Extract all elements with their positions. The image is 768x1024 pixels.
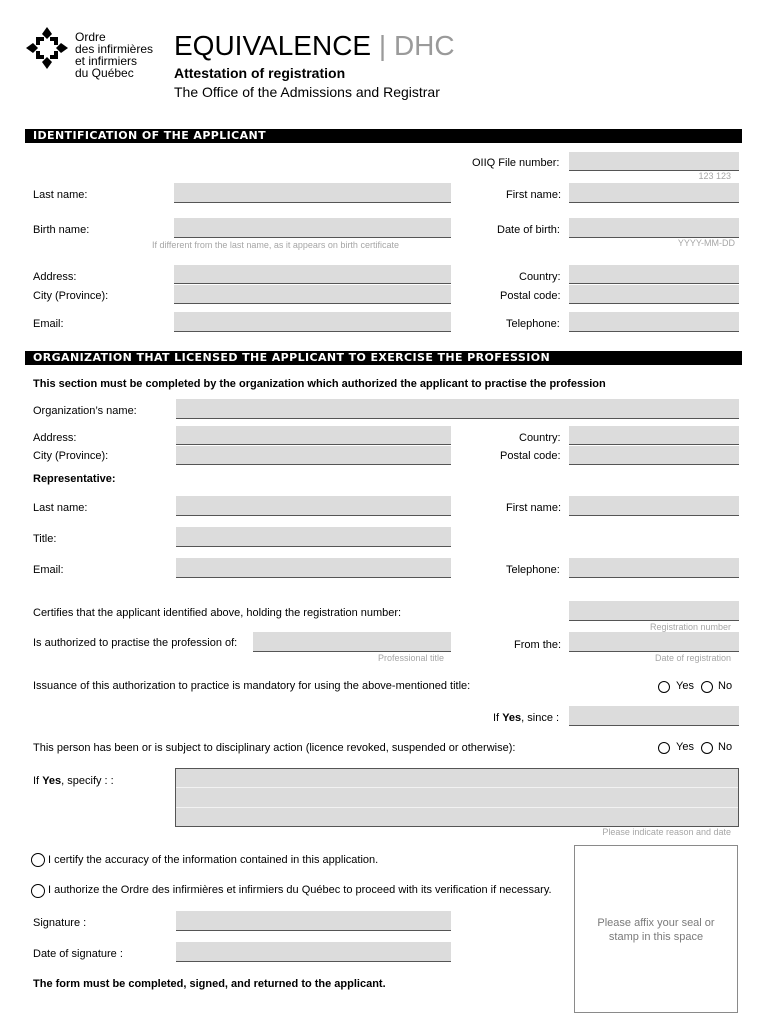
- document-subtitle: Attestation of registration: [174, 65, 346, 81]
- office-name: The Office of the Admissions and Registrar: [174, 84, 440, 100]
- last-name-label: Last name:: [33, 189, 88, 201]
- oiiq-file-field[interactable]: [569, 152, 739, 171]
- disciplinary-no-radio[interactable]: [701, 742, 713, 754]
- oiiq-file-label: OIIQ File number:: [472, 157, 560, 169]
- if-yes-since-label: [493, 712, 559, 725]
- signature-label: Signature :: [33, 917, 87, 929]
- certifies-text: Certifies that the applicant identified above, holding the registration number:: [33, 607, 402, 619]
- certify-accuracy-radio[interactable]: [31, 853, 45, 867]
- yes-bold: Yes: [502, 712, 522, 724]
- logo-line-4: du Québec: [75, 66, 134, 80]
- document-title: [174, 30, 455, 62]
- email-label: Email:: [33, 318, 64, 330]
- certify-accuracy-text: I certify the accuracy of the information contained in this application.: [48, 854, 379, 866]
- email-field[interactable]: [174, 312, 451, 332]
- org-postal-label: Postal code:: [500, 450, 561, 462]
- issuance-no-radio[interactable]: [701, 681, 713, 693]
- date-signature-label: Date of signature :: [33, 948, 123, 960]
- section-heading-organization: ORGANIZATION THAT LICENSED THE APPLICANT TO EXERCISE THE PROFESSION: [25, 351, 742, 365]
- address-field[interactable]: [174, 265, 451, 284]
- specify-textarea[interactable]: [175, 768, 739, 827]
- org-postal-field[interactable]: [569, 446, 739, 465]
- logo-line-2: des infirmières: [75, 42, 154, 56]
- org-name-field[interactable]: [176, 399, 739, 419]
- telephone-label: Telephone:: [506, 318, 560, 330]
- if-word-specify: If: [33, 775, 40, 787]
- org-country-label: Country:: [519, 432, 561, 444]
- issuance-text: Issuance of this authorization to practice is mandatory for using the above-mentioned title:: [33, 680, 471, 692]
- rep-email-field[interactable]: [176, 558, 451, 578]
- signature-field[interactable]: [176, 911, 451, 931]
- telephone-field[interactable]: [569, 312, 739, 332]
- org-city-field[interactable]: [176, 446, 451, 465]
- first-name-label: First name:: [506, 189, 562, 201]
- registration-number-field[interactable]: [569, 601, 739, 621]
- specify-line-2: [176, 807, 738, 808]
- first-name-field[interactable]: [569, 183, 739, 203]
- rep-title-field[interactable]: [176, 527, 451, 547]
- oiiq-logo-mark-icon: [26, 27, 68, 69]
- postal-field[interactable]: [569, 285, 739, 304]
- authorize-verify-radio[interactable]: [31, 884, 45, 898]
- dob-field[interactable]: [569, 218, 739, 238]
- rep-title-label: Title:: [33, 533, 57, 545]
- org-address-label: Address:: [33, 432, 77, 444]
- if-yes-specify-label: [33, 775, 114, 788]
- rep-last-name-label: Last name:: [33, 502, 88, 514]
- logo-line-1: Ordre: [75, 30, 106, 44]
- issuance-yes-radio[interactable]: [658, 681, 670, 693]
- issuance-yes-label: Yes: [676, 680, 694, 692]
- registration-date-hint: Date of registration: [654, 653, 731, 663]
- birth-name-hint: If different from the last name, as it appears on birth certificate: [152, 240, 399, 250]
- if-word: If: [493, 712, 500, 724]
- since-date-field[interactable]: [569, 706, 739, 726]
- yes-bold-specify: Yes: [42, 775, 62, 787]
- dob-hint: YYYY-MM-DD: [677, 238, 735, 248]
- address-label: Address:: [33, 271, 77, 283]
- specify-hint: Please indicate reason and date: [602, 827, 731, 837]
- rep-telephone-label: Telephone:: [506, 564, 560, 576]
- professional-title-field[interactable]: [253, 632, 451, 652]
- specify-word: , specify : :: [61, 775, 114, 787]
- section-intro: This section must be completed by the organization which authorized the applicant to practise the profession: [33, 378, 606, 390]
- org-city-label: City (Province):: [33, 450, 109, 462]
- date-signature-field[interactable]: [176, 942, 451, 962]
- postal-label: Postal code:: [500, 290, 561, 302]
- title-separator: |: [378, 30, 387, 61]
- title-main: EQUIVALENCE: [174, 30, 372, 61]
- since-word: , since :: [521, 712, 560, 724]
- disciplinary-yes-radio[interactable]: [658, 742, 670, 754]
- rep-first-name-field[interactable]: [569, 496, 739, 516]
- professional-title-hint: Professional title: [377, 653, 444, 663]
- dob-label: Date of birth:: [497, 224, 560, 236]
- disciplinary-yes-label: Yes: [676, 741, 694, 753]
- country-label: Country:: [519, 271, 561, 283]
- logo-text: [75, 31, 153, 79]
- issuance-no-label: No: [718, 680, 733, 692]
- last-name-field[interactable]: [174, 183, 451, 203]
- authorize-verify-text: I authorize the Ordre des infirmières et infirmiers du Québec to proceed with its verification if necessary.: [48, 884, 552, 896]
- specify-line-1: [176, 787, 738, 788]
- oiiq-logo: [26, 27, 68, 69]
- rep-email-label: Email:: [33, 564, 64, 576]
- city-field[interactable]: [174, 285, 451, 304]
- authorized-text: Is authorized to practise the profession of:: [33, 637, 238, 649]
- oiiq-file-hint: 123 123: [698, 171, 731, 181]
- org-country-field[interactable]: [569, 426, 739, 445]
- rep-last-name-field[interactable]: [176, 496, 451, 516]
- seal-box: [574, 845, 738, 1013]
- seal-instruction: Please affix your seal or stamp in this space: [597, 917, 715, 943]
- representative-label: Representative:: [33, 473, 116, 485]
- registration-date-field[interactable]: [569, 632, 739, 652]
- org-address-field[interactable]: [176, 426, 451, 445]
- birth-name-label: Birth name:: [33, 224, 90, 236]
- country-field[interactable]: [569, 265, 739, 284]
- registration-number-hint: Registration number: [649, 622, 731, 632]
- city-label: City (Province):: [33, 290, 109, 302]
- rep-first-name-label: First name:: [506, 502, 562, 514]
- disciplinary-no-label: No: [718, 741, 733, 753]
- birth-name-field[interactable]: [174, 218, 451, 238]
- org-name-label: Organization’s name:: [33, 405, 137, 417]
- footer-note: The form must be completed, signed, and returned to the applicant.: [33, 978, 386, 990]
- logo-line-3: et infirmiers: [75, 54, 138, 68]
- title-suffix: DHC: [393, 30, 455, 61]
- from-label: From the:: [514, 639, 562, 651]
- section-heading-applicant: IDENTIFICATION OF THE APPLICANT: [25, 129, 742, 143]
- rep-telephone-field[interactable]: [569, 558, 739, 578]
- disciplinary-text: This person has been or is subject to disciplinary action (licence revoked, suspended or otherwise):: [33, 742, 516, 754]
